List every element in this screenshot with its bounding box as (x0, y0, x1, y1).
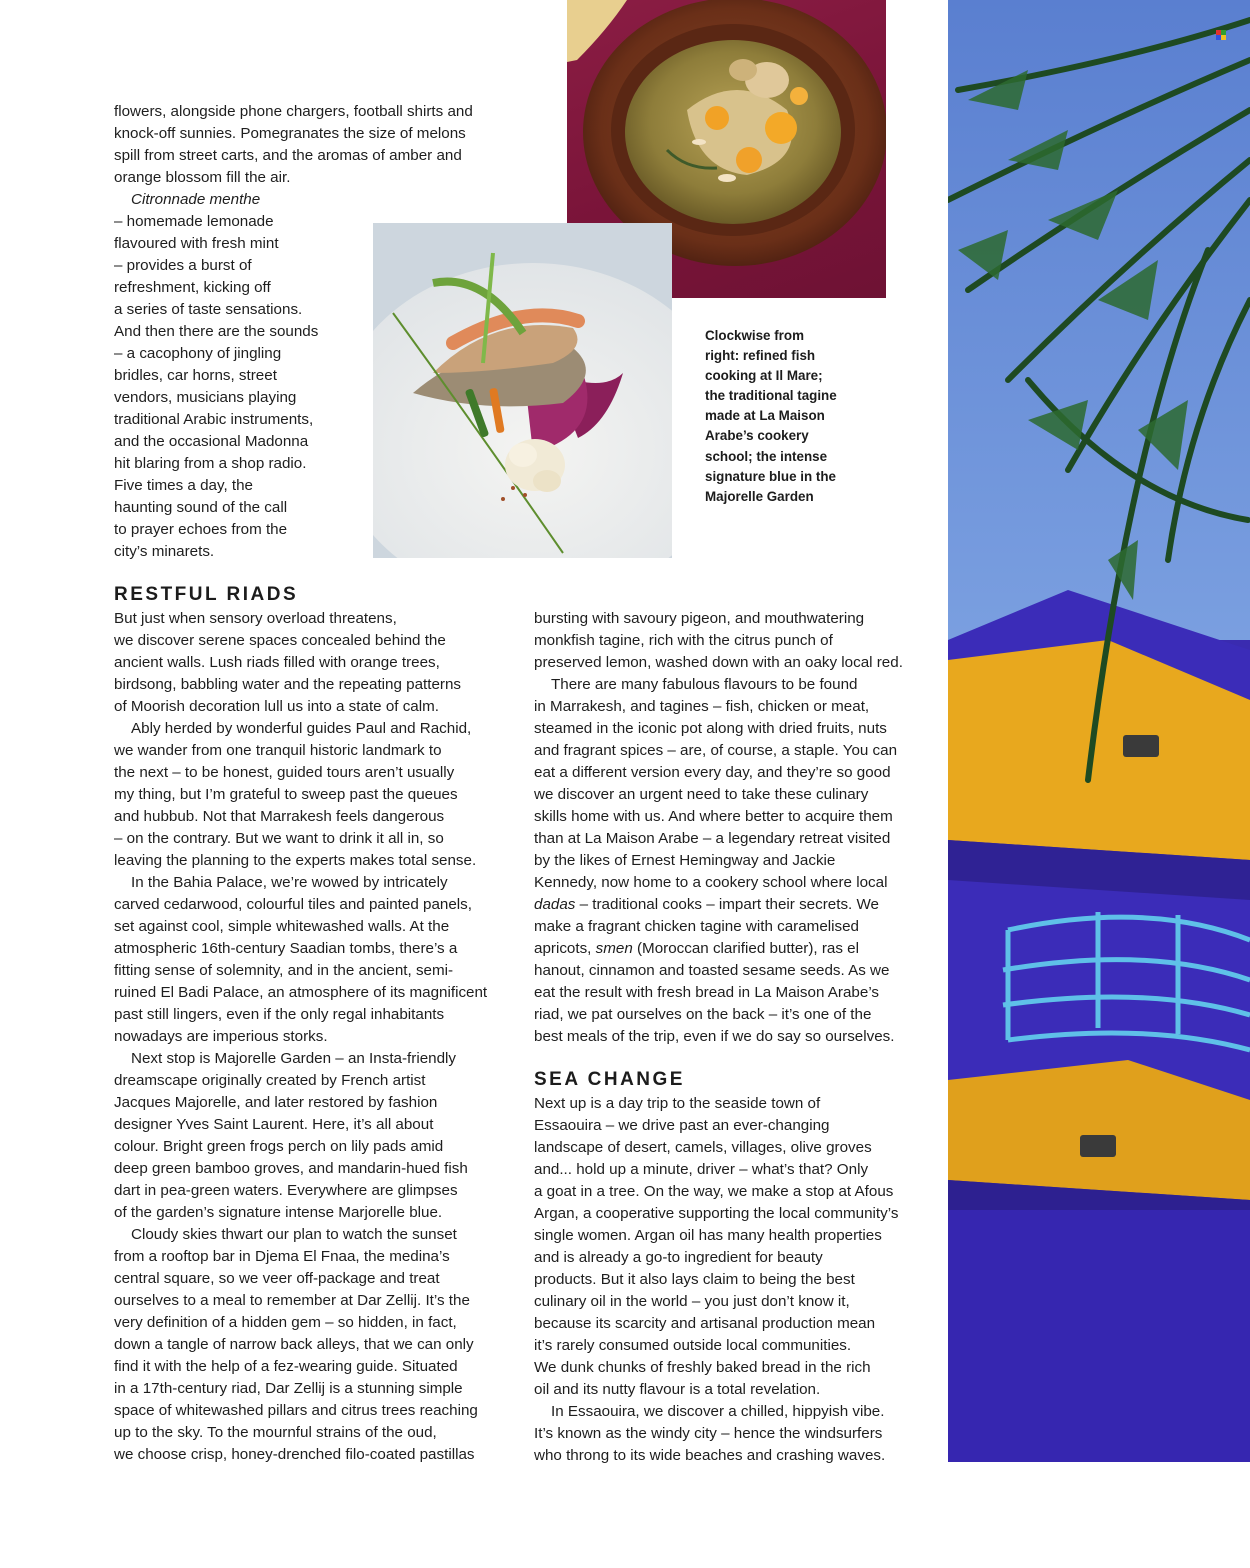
body-line: dart in pea-green waters. Everywhere are glimpses (114, 1182, 458, 1199)
caption-line: right: refined fish (705, 348, 816, 364)
body-line: eat a different version every day, and they’re so good (534, 764, 891, 781)
body-line: We dunk chunks of freshly baked bread in the rich (534, 1359, 871, 1376)
body-line: It’s known as the windy city – hence the windsurfers (534, 1425, 883, 1442)
section-heading-sea-change: SEA CHANGE (534, 1069, 685, 1090)
body-line: There are many fabulous flavours to be found (551, 676, 858, 693)
body-line: and is already a go-to ingredient for beauty (534, 1249, 823, 1266)
body-line: find it with the help of a fez-wearing guide. Situated (114, 1358, 458, 1375)
body-line: riad, we pat ourselves on the back – it’s one of the (534, 1006, 872, 1023)
body-line: In the Bahia Palace, we’re wowed by intricately (131, 874, 448, 891)
caption-line: signature blue in the (705, 468, 836, 484)
body-line: In Essaouira, we discover a chilled, hippyish vibe. (551, 1403, 885, 1420)
section-heading-restful-riads: RESTFUL RIADS (114, 584, 299, 605)
body-line: products. But it also lays claim to being the best (534, 1271, 855, 1288)
body-line: Jacques Majorelle, and later restored by fashion (114, 1094, 438, 1111)
body-line: a goat in a tree. On the way, we make a stop at Afous (534, 1183, 894, 1200)
body-line: Argan, a cooperative supporting the local community’s (534, 1205, 899, 1222)
body-line: dadas – traditional cooks – impart their secrets. We (534, 896, 879, 913)
body-line: Ably herded by wonderful guides Paul and Rachid, (131, 720, 472, 737)
body-line: ourselves to a meal to remember at Dar Zellij. It’s the (114, 1292, 470, 1309)
body-line: past still lingers, even if the only regal inhabitants (114, 1006, 445, 1023)
intro-line: bridles, car horns, street (114, 367, 277, 384)
body-line: designer Yves Saint Laurent. Here, it’s all about (114, 1116, 434, 1133)
intro-line: – provides a burst of (114, 257, 252, 274)
caption-line: made at La Maison (705, 408, 825, 424)
body-line: make a fragrant chicken tagine with caramelised (534, 918, 860, 935)
caption-line: school; the intense (705, 448, 828, 464)
intro-line: city’s minarets. (114, 543, 215, 560)
body-line: ruined El Badi Palace, an atmosphere of its magnificent (114, 984, 488, 1001)
body-line: Cloudy skies thwart our plan to watch the sunset (131, 1226, 457, 1243)
body-line: very definition of a hidden gem – so hidden, in fact, (114, 1314, 457, 1331)
body-line: But just when sensory overload threatens, (114, 610, 397, 627)
body-line: we wander from one tranquil historic landmark to (114, 742, 442, 759)
body-line: fitting sense of solemnity, and in the ancient, semi- (114, 962, 454, 979)
italic-term-smen: smen (595, 940, 633, 957)
intro-line: vendors, musicians playing (114, 389, 297, 406)
body-line: space of whitewashed pillars and citrus trees reaching (114, 1402, 478, 1419)
caption-line: Clockwise from (705, 328, 804, 343)
body-line: it’s rarely consumed outside local communities. (534, 1337, 852, 1354)
body-line: set against cool, simple whitewashed walls. At the (114, 918, 450, 935)
sea-change-text (534, 1093, 929, 1467)
body-line: dreamscape originally created by French artist (114, 1072, 426, 1089)
body-line: we discover an urgent need to take these culinary (534, 786, 869, 803)
italic-term-dadas: dadas (534, 896, 576, 913)
majorelle-garden-photo (948, 0, 1250, 1462)
intro-line: orange blossom fill the air. (114, 169, 291, 186)
body-line: ancient walls. Lush riads filled with orange trees, (114, 654, 440, 671)
intro-line: flavoured with fresh mint (114, 235, 279, 252)
photo-caption (705, 326, 837, 507)
body-line: monkfish tagine, rich with the citrus punch of (534, 632, 833, 649)
intro-line: flowers, alongside phone chargers, football shirts and (114, 103, 473, 120)
body-line: Essaouira – we drive past an ever-changing (534, 1117, 830, 1134)
body-line: than at La Maison Arabe – a legendary retreat visited (534, 830, 891, 847)
body-line: down a tangle of narrow back alleys, that we can only (114, 1336, 474, 1353)
intro-text (114, 101, 514, 563)
intro-line: – homemade lemonade (114, 213, 274, 230)
caption-line: cooking at Il Mare; (705, 368, 823, 384)
body-line: in Marrakesh, and tagines – fish, chicken or meat, (534, 698, 870, 715)
caption-line: the traditional tagine (705, 388, 837, 404)
body-line: steamed in the iconic pot along with dried fruits, nuts (534, 720, 887, 737)
body-line: we discover serene spaces concealed behind the (114, 632, 446, 649)
body-line: deep green bamboo groves, and mandarin-hued fish (114, 1160, 468, 1177)
body-line: from a rooftop bar in Djema El Fnaa, the medina’s (114, 1248, 450, 1265)
body-line: skills home with us. And where better to acquire them (534, 808, 893, 825)
body-line: Next up is a day trip to the seaside town of (534, 1095, 821, 1112)
drink-name: Citronnade menthe (131, 191, 261, 208)
body-line: colour. Bright green frogs perch on lily pads amid (114, 1138, 444, 1155)
body-line: we choose crisp, honey-drenched filo-coated pastillas (114, 1446, 475, 1463)
body-line: of Moorish decoration lull us into a state of calm. (114, 698, 440, 715)
intro-line: traditional Arabic instruments, (114, 411, 314, 428)
body-line: the next – to be honest, guided tours aren’t usually (114, 764, 455, 781)
intro-line: refreshment, kicking off (114, 279, 271, 296)
body-line: leaving the planning to the experts makes total sense. (114, 852, 477, 869)
body-line: preserved lemon, washed down with an oaky local red. (534, 654, 903, 671)
body-line: atmospheric 16th-century Saadian tombs, there’s a (114, 940, 458, 957)
body-line: hanout, cinnamon and toasted sesame seeds. As we (534, 962, 890, 979)
intro-line: Five times a day, the (114, 477, 253, 494)
body-line: single women. Argan oil has many health properties (534, 1227, 882, 1244)
body-line: because its scarcity and artisanal production mean (534, 1315, 876, 1332)
body-line: central square, so we veer off-package and treat (114, 1270, 440, 1287)
article-column-left (114, 608, 519, 1466)
intro-line: hit blaring from a shop radio. (114, 455, 307, 472)
body-line: oil and its nutty flavour is a total revelation. (534, 1381, 821, 1398)
caption-line: Arabe’s cookery (705, 428, 809, 444)
body-line: landscape of desert, camels, villages, olive groves (534, 1139, 872, 1156)
body-line: and... hold up a minute, driver – what’s that? Only (534, 1161, 869, 1178)
body-line: apricots, smen (Moroccan clarified butter), ras el (534, 940, 859, 957)
body-line: bursting with savoury pigeon, and mouthwatering (534, 610, 865, 627)
intro-line: knock-off sunnies. Pomegranates the size of melons (114, 125, 466, 142)
majorelle-illustration (948, 0, 1250, 1462)
intro-line: haunting sound of the call (114, 499, 288, 516)
body-line: culinary oil in the world – you just don’t know it, (534, 1293, 850, 1310)
body-line: my thing, but I’m grateful to sweep past the queues (114, 786, 458, 803)
body-line: best meals of the trip, even if we do say so ourselves. (534, 1028, 895, 1045)
body-line: and hubbub. Not that Marrakesh feels dangerous (114, 808, 445, 825)
body-line: – on the contrary. But we want to drink it all in, so (114, 830, 444, 847)
body-line: nowadays are imperious storks. (114, 1028, 328, 1045)
body-line: by the likes of Ernest Hemingway and Jackie (534, 852, 836, 869)
body-line: Kennedy, now home to a cookery school where local (534, 874, 888, 891)
body-line: carved cedarwood, colourful tiles and painted panels, (114, 896, 472, 913)
body-line: birdsong, babbling water and the repeating patterns (114, 676, 462, 693)
body-line: up to the sky. To the mournful strains of the oud, (114, 1424, 437, 1441)
body-line: in a 17th-century riad, Dar Zellij is a stunning simple (114, 1380, 463, 1397)
body-line: of the garden’s signature intense Marjorelle blue. (114, 1204, 443, 1221)
intro-line: to prayer echoes from the (114, 521, 288, 538)
caption-line: Majorelle Garden (705, 488, 814, 504)
body-line: and fragrant spices – are, of course, a staple. You can (534, 742, 898, 759)
intro-line: – a cacophony of jingling (114, 345, 282, 362)
intro-line: And then there are the sounds (114, 323, 319, 340)
body-line: Next stop is Majorelle Garden – an Insta-friendly (131, 1050, 456, 1067)
article-column-right (534, 608, 929, 1048)
intro-line: and the occasional Madonna (114, 433, 309, 450)
body-line: eat the result with fresh bread in La Maison Arabe’s (534, 984, 880, 1001)
body-line: who throng to its wide beaches and crashing waves. (534, 1447, 886, 1464)
intro-line: spill from street carts, and the aromas of amber and (114, 147, 462, 164)
intro-line: a series of taste sensations. (114, 301, 303, 318)
